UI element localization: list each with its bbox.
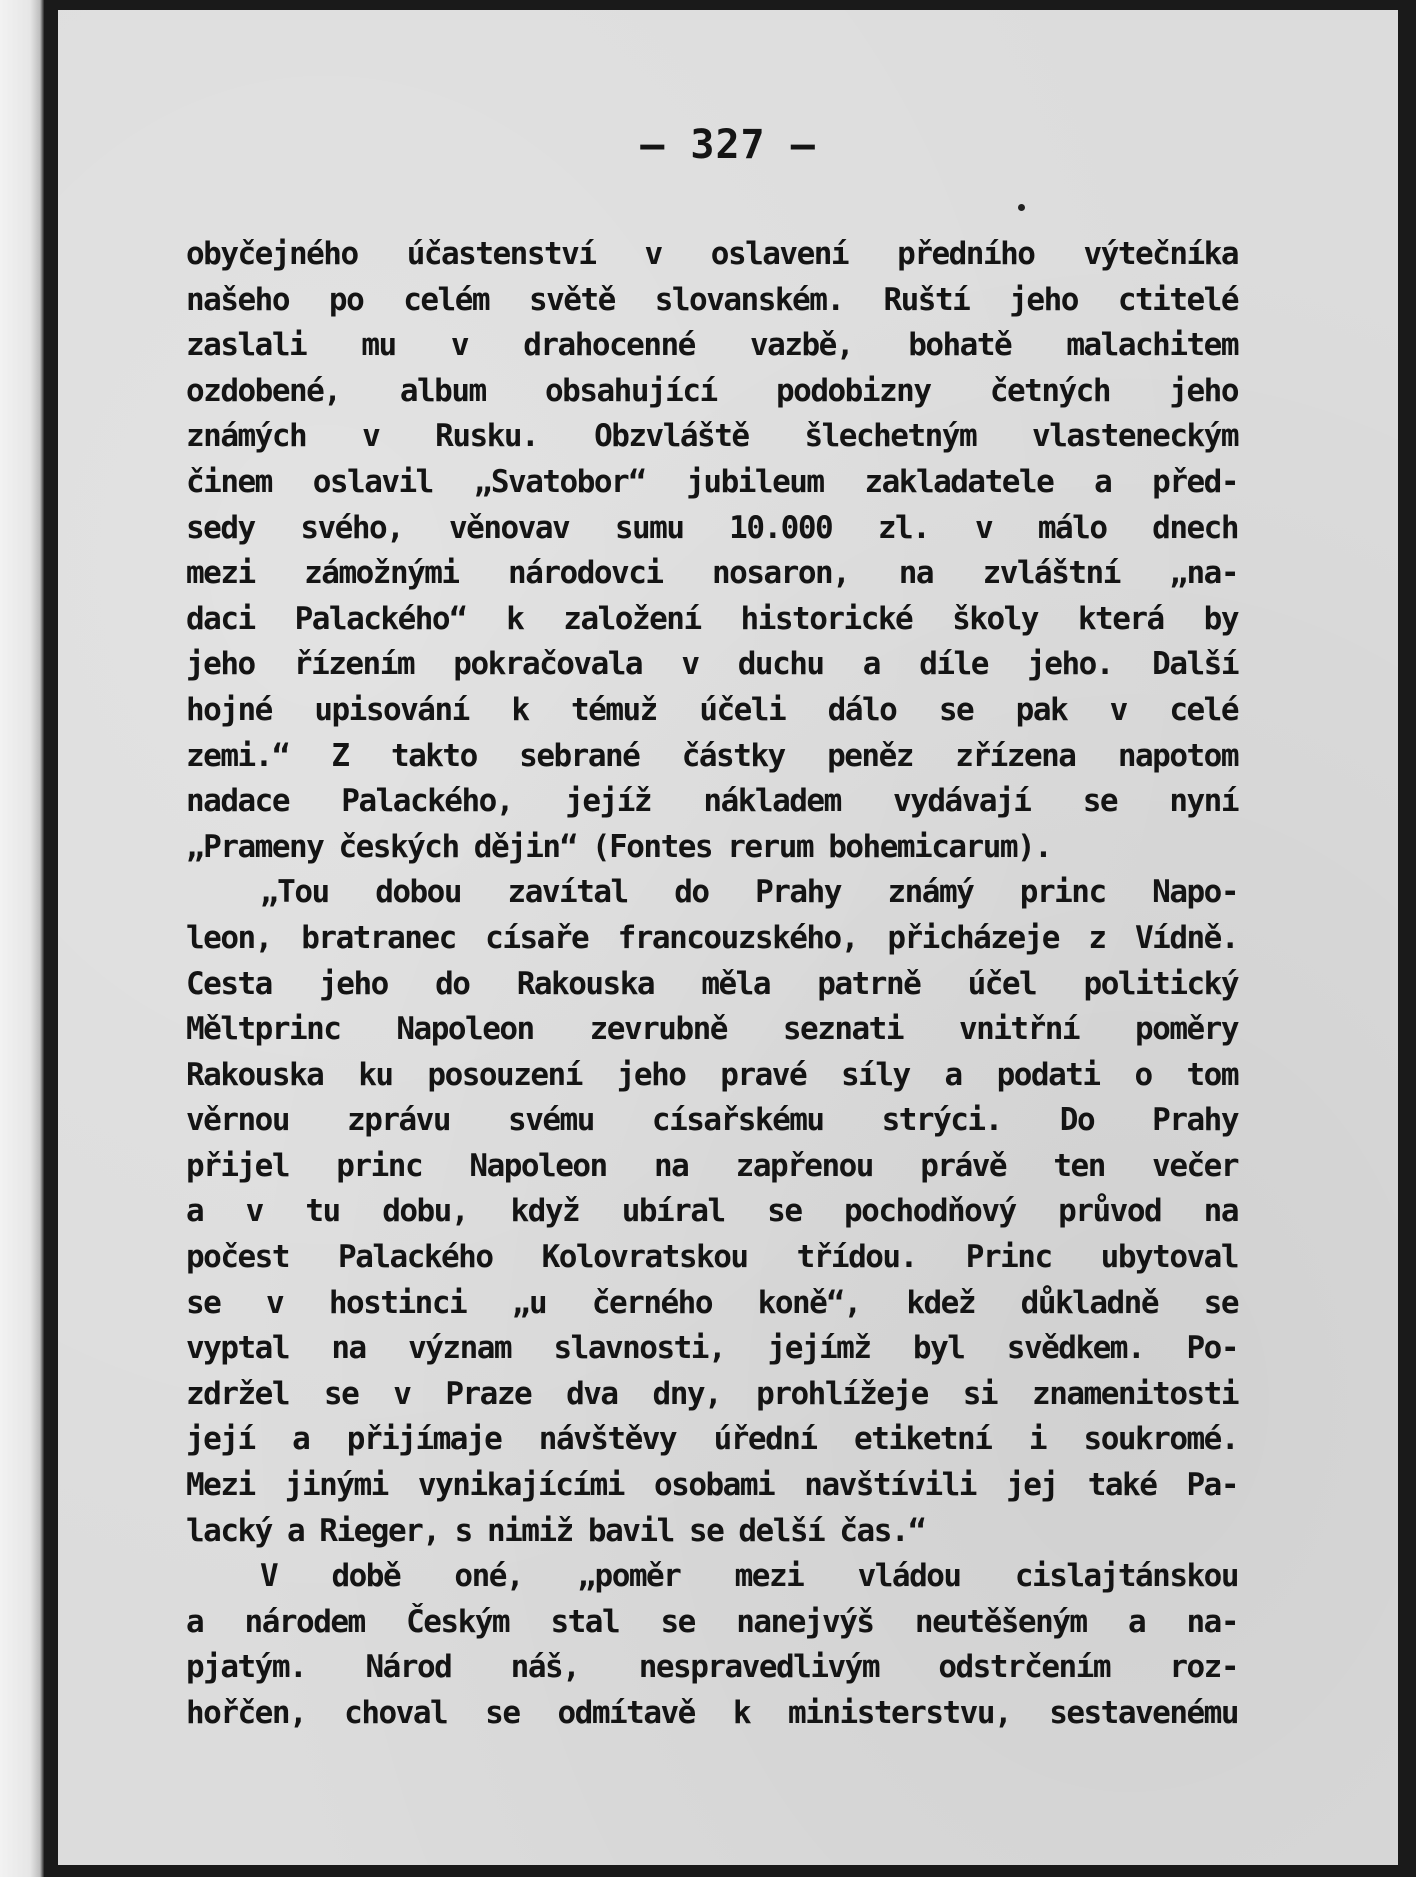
text-line: a národem Českým stal se nanejvýš neutěšeným a na- xyxy=(186,1603,1238,1640)
text-line: „Prameny českých dějin“ (Fontes rerum bohemicarum). xyxy=(186,828,1052,865)
text-line: vyptal na význam slavnosti, jejímž byl svědkem. Po- xyxy=(186,1330,1238,1367)
text-line: Mezi jinými vynikajícími osobami navštívili jej také Pa- xyxy=(186,1467,1238,1504)
text-line: „Tou dobou zavítal do Prahy známý princ Napo- xyxy=(260,874,1238,911)
text-line: činem oslavil „Svatobor“ jubileum zakladatele a před- xyxy=(186,463,1238,500)
text-line: lacký a Rieger, s nimiž bavil se delší čas.“ xyxy=(186,1512,926,1549)
text-line: mezi zámožnými národovci nosaron, na zvláštní „na- xyxy=(186,555,1238,592)
text-line: přijel princ Napoleon na zapřenou právě ten večer xyxy=(186,1147,1238,1184)
book-page xyxy=(58,10,1398,1865)
text-line: Cesta jeho do Rakouska měla patrně účel politický xyxy=(186,965,1238,1002)
text-line: věrnou zprávu svému císařskému strýci. Do Prahy xyxy=(186,1102,1238,1139)
text-line: a v tu dobu, když ubíral se pochodňový průvod na xyxy=(186,1193,1238,1230)
text-line: našeho po celém světě slovanském. Ruští jeho ctitelé xyxy=(186,281,1238,318)
text-line: nadace Palackého, jejíž nákladem vydávají se nyní xyxy=(186,783,1238,820)
book-spine-edge xyxy=(0,0,44,1877)
text-line: se v hostinci „u černého koně“, kdež důkladně se xyxy=(186,1284,1238,1321)
text-line: zaslali mu v drahocenné vazbě, bohatě malachitem xyxy=(186,327,1238,364)
text-line: její a přijímaje návštěvy úřední etiketní i soukromé. xyxy=(186,1421,1238,1458)
text-line: zemi.“ Z takto sebrané částky peněz zřízena napotom xyxy=(186,737,1238,774)
text-line: pjatým. Národ náš, nespravedlivým odstrčením roz- xyxy=(186,1649,1238,1686)
text-line: V době oné, „poměr mezi vládou cislajtánskou xyxy=(260,1558,1238,1595)
ink-speck xyxy=(1018,204,1025,211)
text-line: obyčejného účastenství v oslavení předního výtečníka xyxy=(186,236,1238,272)
text-line: hořčen, choval se odmítavě k ministerstvu, sestavenému xyxy=(186,1695,1238,1731)
text-line: leon, bratranec císaře francouzského, přicházeje z Vídně. xyxy=(186,919,1238,956)
text-line: sedy svého, věnovav sumu 10.000 zl. v málo dnech xyxy=(186,509,1238,546)
text-line: známých v Rusku. Obzvláště šlechetným vlasteneckým xyxy=(186,418,1238,455)
text-line: Měltprinc Napoleon zevrubně seznati vnitřní poměry xyxy=(186,1011,1238,1048)
page-number: — 327 — xyxy=(640,122,816,168)
text-line: počest Palackého Kolovratskou třídou. Princ ubytoval xyxy=(186,1239,1238,1276)
text-line: Rakouska ku posouzení jeho pravé síly a podati o tom xyxy=(186,1056,1238,1093)
text-line: ozdobené, album obsahující podobizny četných jeho xyxy=(186,372,1238,409)
text-line: daci Palackého“ k založení historické školy která by xyxy=(186,600,1238,637)
text-line: hojné upisování k témuž účeli dálo se pak v celé xyxy=(186,691,1238,728)
text-line: zdržel se v Praze dva dny, prohlížeje si znamenitosti xyxy=(186,1375,1238,1412)
body-text xyxy=(186,232,1238,1737)
text-line: jeho řízením pokračovala v duchu a díle jeho. Další xyxy=(186,646,1238,683)
